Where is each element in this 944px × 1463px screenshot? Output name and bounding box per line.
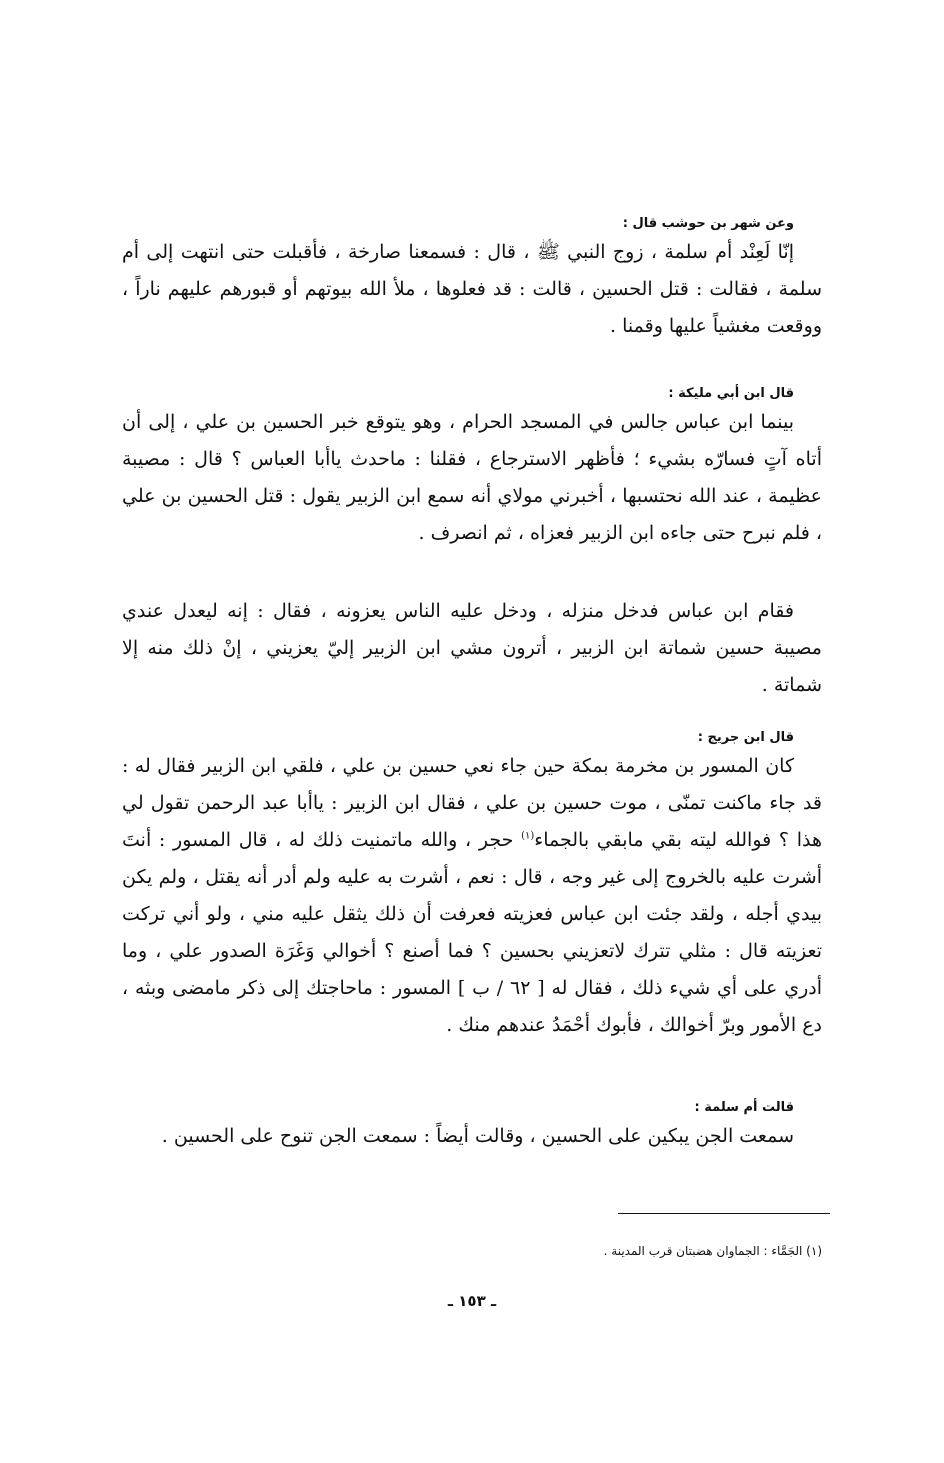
section-paragraph [122,404,822,552]
section-paragraph [122,234,822,345]
paragraph-text: بينما ابن عباس جالس في المسجد الحرام ، وهو يتوقع خبر الحسين بن علي ، إلى أن أتاه آتٍ فسارّه بشيء ؛ فأظهر الاسترجاع ، فقلنا : ماحدث ياأبا العباس ؟ قال : مصيبة عظيمة ، عند الله نحتسبها ، أخبرني مولاي أنه سمع ابن الزبير يقول : قتل الحسين بن علي ، فلم نبرح حتى جاءه ابن الزبير فعزاه ، ثم انصرف . [122,411,822,544]
footnote-marker: (١) [521,830,535,842]
section-paragraph [122,748,822,1044]
section-paragraph [122,1118,822,1155]
paragraph-text: سمعت الجن يبكين على الحسين ، وقالت أيضاً : سمعت الجن تنوح على الحسين . [161,1125,794,1147]
section-heading: وعن شهر بن حوشب قال : [622,216,794,231]
paragraph-text: إنّا لَعِنْد أم سلمة ، زوج النبي ﷺ ، قال : فسمعنا صارخة ، فأقبلت حتى انتهت إلى أم سلمة ، فقالت : قتل الحسين ، قالت : قد فعلوها ، ملأ الله بيوتهم أو قبورهم عليهم ناراً ، ووقعت مغشياً عليها وقمنا . [122,241,822,337]
footnote: (١) الجَمَّاء : الجماوان هضبتان قرب المدينة . [603,1244,822,1258]
paragraph-text: فقام ابن عباس فدخل منزله ، ودخل عليه الناس يعزونه ، فقال : إنه ليعدل عندي مصيبة حسين شماتة ابن الزبير ، أترون مشي ابن الزبير إليّ يعزيني ، إنْ ذلك منه إلا شماتة . [122,600,822,696]
narration-ibn-abi-mulaykah [122,384,822,552]
section-heading: قال ابن جريج : [697,730,794,745]
narration-shahr-ibn-hawshab [122,214,822,345]
page-number: ـ ١٥٣ ـ [447,1292,497,1310]
narration-umm-salamah [122,1098,822,1155]
section-heading: قال ابن أبي مليكة : [668,386,794,401]
section-paragraph [122,593,822,704]
paragraph-text: كان المسور بن مخرمة بمكة حين جاء نعي حسين بن علي ، فلقي ابن الزبير فقال له : قد جاء ماكنت تمنّى ، موت حسين بن علي ، فقال ابن الزبير : ياأبا عبد الرحمن تقول لي هذا ؟ فوالله ليته بقي مابقي بالجماء [122,755,822,851]
paragraph-text-continued: حجر ، والله ماتمنيت ذلك له ، قال المسور : أنتَ أشرت عليه بالخروج إلى غير وجه ، قال : نعم ، أشرت به عليه ولم أدر أنه يقتل ، ولم يكن بيدي أجله ، ولقد جئت ابن عباس فعزيته فعرفت أن ذلك يثقل عليه مني ، ولو أني تركت تعزيته قال : مثلي تترك لاتعزيني بحسين ؟ فما أصنع ؟ أخوالي وَغَرَة الصدور علي ، وما أدري على أي شيء ذلك ، فقال له [ ٦٢ / ب ] المسور : ماحاجتك إلى ذكر مامضى وبثه ، دع الأمور وبرّ أخوالك ، فأبوك أحْمَدُ عندهم منك . [122,829,822,1036]
footnote-divider [618,1213,830,1214]
section-heading: قالت أم سلمة : [694,1100,794,1115]
narration-ibn-jurayj [122,728,822,1044]
narration-ibn-abbas-continuation [122,593,822,704]
